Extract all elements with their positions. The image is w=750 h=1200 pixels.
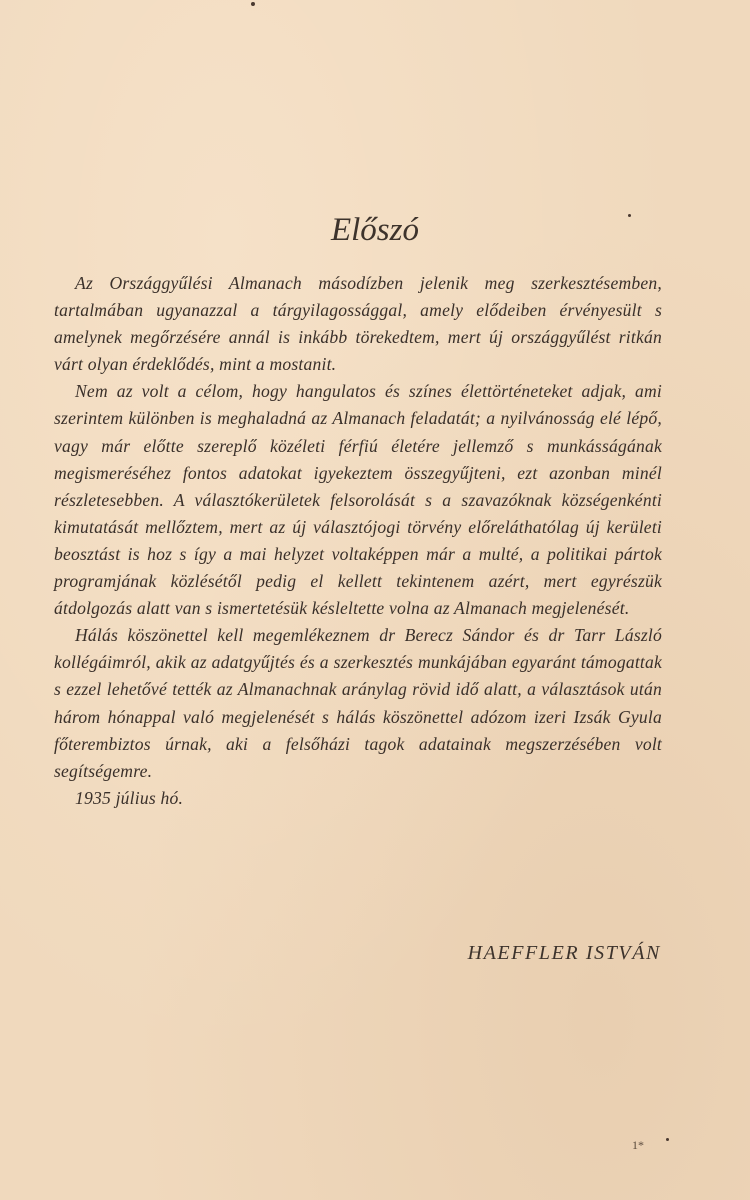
author-signature: HAEFFLER ISTVÁN (467, 942, 661, 964)
paragraph-1: Az Országgyűlési Almanach másodízben jelenik meg szerkesztésemben, tartalmában ugyanazzal a tárgyilagossággal, amely elődeiben érvényesült s amelynek megőrzésére annál is inkább törekedtem, mert új országgyűlést ritkán várt olyan érdeklődés, mint a mostanit. (54, 273, 662, 375)
body-text (54, 270, 662, 812)
date-line: 1935 július hó. (75, 787, 184, 808)
page-title: Előszó (330, 212, 419, 248)
paragraph-2: Nem az volt a célom, hogy hangulatos és színes élettörténeteket adjak, ami szerintem különben is meghaladná az Almanach feladatát; a nyilvánosság elé lépő, vagy már előtte szereplő közéleti férfiú életére jellemző s munkásságának megismeréséhez fontos adatokat igyekeztem összegyűjteni, ezt azonban minél részletesebben. A választókerületek felsorolását s a szavazóknak községenkénti kimutatását mellőztem, mert az új választójogi törvény előreláthatólag új kerületi beosztást is hoz s így a mai helyzet voltaképpen már a multé, a politikai pártok programjának közlésétől pedig el kellett tekintenem azért, mert egyrészük átdolgozás alatt van s ismertetésük késleltette volna az Almanach megjelenését. (54, 381, 662, 619)
paper-speck (251, 2, 255, 6)
page-number: 1* (632, 1138, 644, 1152)
paper-speck (628, 214, 631, 217)
paper-speck (666, 1138, 669, 1141)
paragraph-3: Hálás köszönettel kell megemlékeznem dr Berecz Sándor és dr Tarr László kollégáimról, akik az adatgyűjtés és a szerkesztés munkájában egyaránt támogattak s ezzel lehetővé tették az Almanachnak aránylag rövid idő alatt, a választások után három hónappal való megjelenését s hálás köszönettel adózom izeri Izsák Gyula főterembiztos úrnak, aki a felsőházi tagok adatainak megszerzésében volt segítségemre. (54, 625, 662, 781)
